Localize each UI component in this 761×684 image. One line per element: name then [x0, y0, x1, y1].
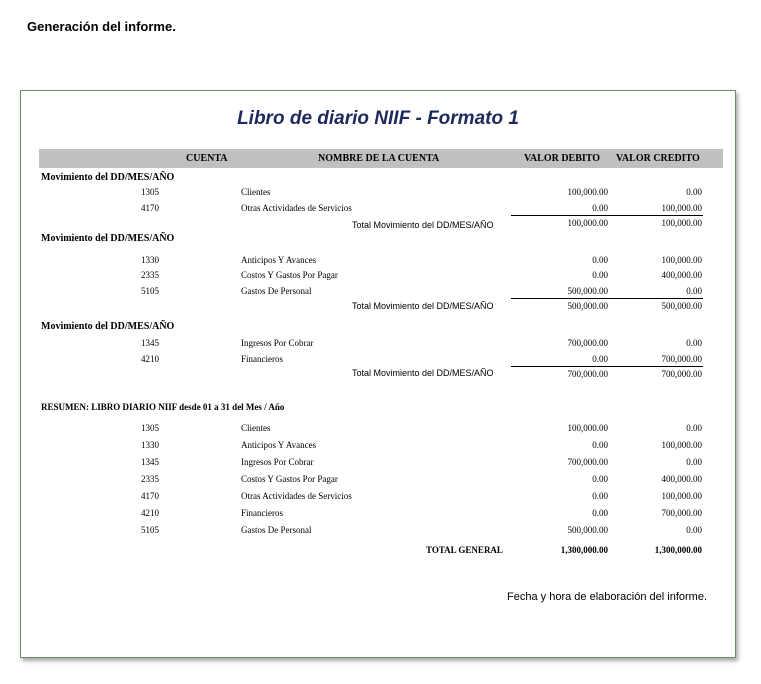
column-header-cuenta: CUENTA: [186, 153, 228, 164]
debit-value: 100,000.00: [567, 187, 608, 197]
subtotal-rule: [511, 215, 703, 216]
movement-label: Movimiento del DD/MES/AÑO: [41, 233, 175, 244]
account-code: 1330: [141, 255, 159, 265]
debit-value: 0.00: [592, 508, 608, 518]
account-code: 4170: [141, 203, 159, 213]
credit-value: 0.00: [686, 338, 702, 348]
report-frame: [20, 90, 736, 658]
account-code: 4170: [141, 491, 159, 501]
account-code: 1305: [141, 187, 159, 197]
subtotal-credit: 100,000.00: [661, 218, 702, 228]
account-code: 4210: [141, 508, 159, 518]
account-name: Costos Y Gastos Por Pagar: [241, 474, 338, 484]
subtotal-rule: [511, 366, 703, 367]
grand-total-label: TOTAL GENERAL: [426, 545, 503, 555]
column-header-credito: VALOR CREDITO: [616, 153, 700, 164]
credit-value: 100,000.00: [661, 440, 702, 450]
account-name: Financieros: [241, 354, 283, 364]
credit-value: 100,000.00: [661, 491, 702, 501]
column-header-nombre: NOMBRE DE LA CUENTA: [318, 153, 440, 164]
debit-value: 700,000.00: [567, 338, 608, 348]
account-code: 2335: [141, 474, 159, 484]
account-name: Ingresos Por Cobrar: [241, 338, 314, 348]
credit-value: 0.00: [686, 525, 702, 535]
account-code: 1345: [141, 338, 159, 348]
account-name: Anticipos Y Avances: [241, 440, 317, 450]
debit-value: 0.00: [592, 255, 608, 265]
account-code: 4210: [141, 354, 159, 364]
credit-value: 700,000.00: [661, 508, 702, 518]
account-name: Ingresos Por Cobrar: [241, 457, 314, 467]
report-footer-note: Fecha y hora de elaboración del informe.: [507, 591, 707, 603]
debit-value: 0.00: [592, 440, 608, 450]
subtotal-credit: 500,000.00: [661, 301, 702, 311]
debit-value: 700,000.00: [567, 457, 608, 467]
credit-value: 700,000.00: [661, 354, 702, 364]
debit-value: 0.00: [592, 354, 608, 364]
credit-value: 0.00: [686, 423, 702, 433]
credit-value: 100,000.00: [661, 203, 702, 213]
credit-value: 100,000.00: [661, 255, 702, 265]
credit-value: 400,000.00: [661, 474, 702, 484]
column-header-debito: VALOR DEBITO: [524, 153, 601, 164]
account-name: Clientes: [241, 187, 271, 197]
page-heading: Generación del informe.: [27, 19, 176, 34]
resumen-label: RESUMEN: LIBRO DIARIO NIIF desde 01 a 31 del Mes / Año: [41, 402, 285, 412]
debit-value: 0.00: [592, 270, 608, 280]
account-code: 5105: [141, 286, 159, 296]
credit-value: 400,000.00: [661, 270, 702, 280]
debit-value: 100,000.00: [567, 423, 608, 433]
grand-total-credit: 1,300,000.00: [654, 545, 702, 555]
subtotal-credit: 700,000.00: [661, 369, 702, 379]
credit-value: 0.00: [686, 286, 702, 296]
account-code: 1305: [141, 423, 159, 433]
subtotal-label: Total Movimiento del DD/MES/AÑO: [352, 368, 494, 378]
account-code: 1345: [141, 457, 159, 467]
credit-value: 0.00: [686, 187, 702, 197]
debit-value: 0.00: [592, 474, 608, 484]
account-name: Gastos De Personal: [241, 286, 312, 296]
debit-value: 500,000.00: [567, 286, 608, 296]
subtotal-label: Total Movimiento del DD/MES/AÑO: [352, 301, 494, 311]
grand-total-debit: 1,300,000.00: [560, 545, 608, 555]
column-header-bar: [39, 149, 723, 168]
credit-value: 0.00: [686, 457, 702, 467]
subtotal-label: Total Movimiento del DD/MES/AÑO: [352, 220, 494, 230]
movement-label: Movimiento del DD/MES/AÑO: [41, 172, 175, 183]
debit-value: 0.00: [592, 203, 608, 213]
subtotal-rule: [511, 298, 703, 299]
account-code: 2335: [141, 270, 159, 280]
account-code: 5105: [141, 525, 159, 535]
movement-label: Movimiento del DD/MES/AÑO: [41, 321, 175, 332]
report-title: Libro de diario NIIF - Formato 1: [237, 108, 519, 129]
account-name: Otras Actividades de Servicios: [241, 203, 352, 213]
account-name: Financieros: [241, 508, 283, 518]
account-code: 1330: [141, 440, 159, 450]
account-name: Gastos De Personal: [241, 525, 312, 535]
subtotal-debit: 700,000.00: [567, 369, 608, 379]
account-name: Otras Actividades de Servicios: [241, 491, 352, 501]
account-name: Clientes: [241, 423, 271, 433]
debit-value: 0.00: [592, 491, 608, 501]
debit-value: 500,000.00: [567, 525, 608, 535]
subtotal-debit: 100,000.00: [567, 218, 608, 228]
subtotal-debit: 500,000.00: [567, 301, 608, 311]
account-name: Costos Y Gastos Por Pagar: [241, 270, 338, 280]
account-name: Anticipos Y Avances: [241, 255, 317, 265]
